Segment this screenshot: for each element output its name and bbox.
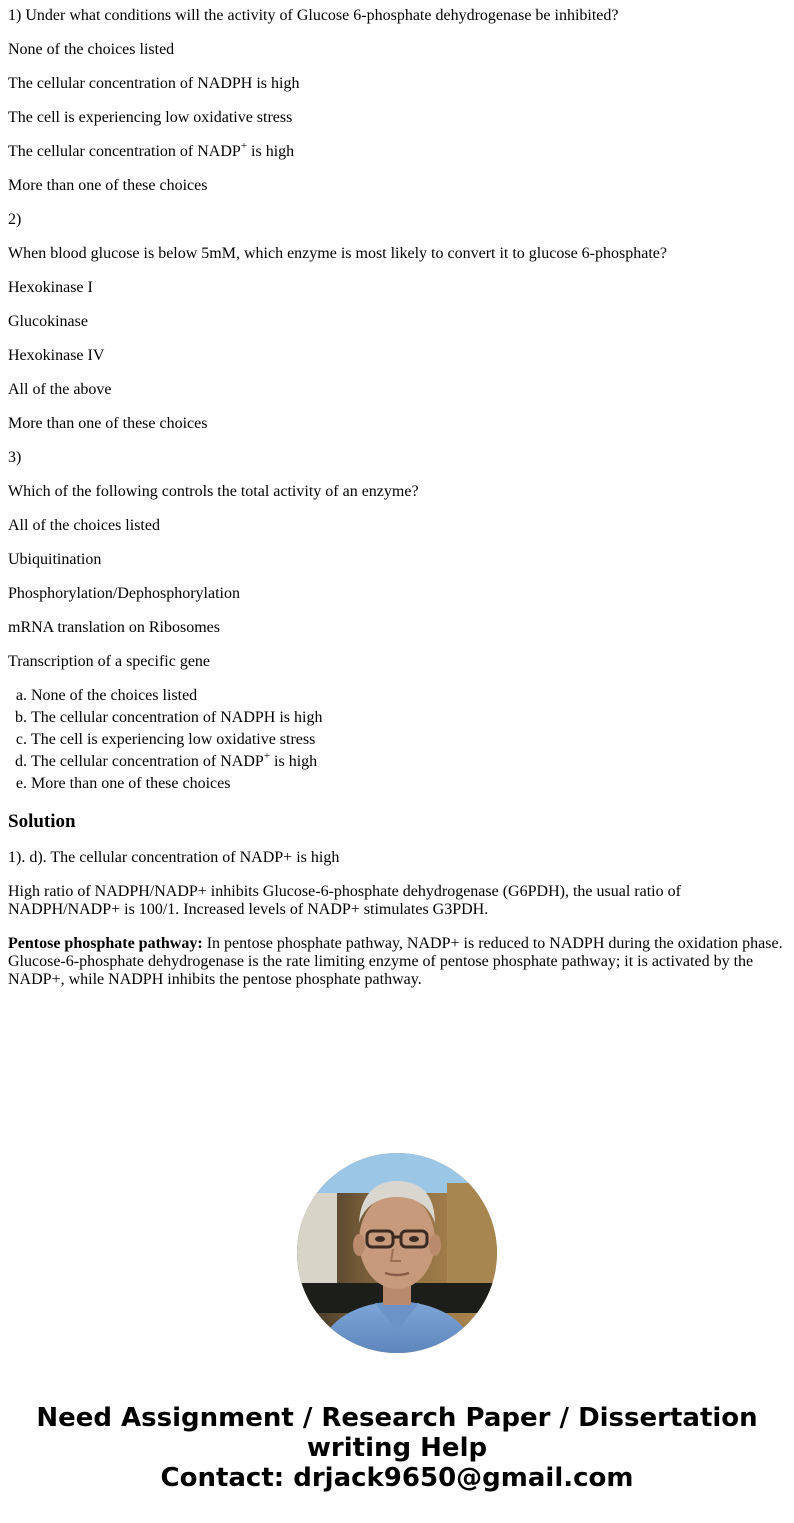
q1-option-b: The cellular concentration of NADPH is high [8, 75, 300, 92]
q2-question: When blood glucose is below 5mM, which enzyme is most likely to convert it to glucose 6-phosphate? [8, 245, 667, 262]
q2-option-c: Hexokinase IV [8, 347, 105, 364]
solution-paragraph-2 [8, 935, 786, 989]
promo-contact: Contact: drjack9650@gmail.com [160, 1463, 634, 1493]
list-item-d [31, 749, 786, 771]
list-item-b: b. The cellular concentration of NADPH is high [31, 709, 786, 727]
q1-option-c: The cell is experiencing low oxidative stress [8, 109, 293, 126]
list-item-d-suffix: is high [270, 753, 318, 770]
solution-answer: 1). d). The cellular concentration of NADP+ is high [8, 849, 340, 866]
promo-banner [0, 1403, 794, 1493]
author-avatar [297, 1153, 497, 1353]
q2-option-d: All of the above [8, 381, 112, 398]
q3-option-c: Phosphorylation/Dephosphorylation [8, 585, 240, 602]
q3-option-e: Transcription of a specific gene [8, 653, 211, 670]
list-item-c: c. The cell is experiencing low oxidative stress [31, 731, 786, 749]
q1-option-d-suffix: is high [247, 143, 295, 160]
q2-number: 2) [8, 211, 22, 228]
list-item-d-text: The cellular concentration of NADP [31, 753, 264, 770]
solution-paragraph-1: High ratio of NADPH/NADP+ inhibits Glucose-6-phosphate dehydrogenase (G6PDH), the usual ratio of NADPH/NADP+ is 100/1. Increased levels of NADP+ stimulates G3PDH. [8, 883, 681, 918]
q3-number: 3) [8, 449, 22, 466]
list-item-e: e. More than one of these choices [31, 775, 786, 793]
author-portrait-image [297, 1153, 497, 1353]
q1-question: 1) Under what conditions will the activity of Glucose 6-phosphate dehydrogenase be inhibited? [8, 7, 619, 24]
q2-option-b: Glucokinase [8, 313, 88, 330]
document-content [8, 7, 786, 1005]
q1-option-d-text: The cellular concentration of NADP [8, 143, 241, 160]
q3-option-a: All of the choices listed [8, 517, 160, 534]
q3-option-d: mRNA translation on Ribosomes [8, 619, 220, 636]
q1-option-a: None of the choices listed [8, 41, 175, 58]
q2-option-e: More than one of these choices [8, 415, 208, 432]
solution-paragraph-2-text: In pentose phosphate pathway, NADP+ is reduced to NADPH during the oxidation phase. Glucose-6-phosphate dehydrogenase is the rate limiting enzyme of pentose phosphate pathway; it is activated by the NADP+, while NADPH inhibits the pentose phosphate pathway. [8, 935, 787, 988]
q1-option-d [8, 139, 786, 161]
list-item-a: a. None of the choices listed [31, 687, 786, 705]
q1-option-d-superscript: + [240, 139, 248, 152]
promo-line-1: Need Assignment / Research Paper / Dissertation [36, 1403, 758, 1433]
list-item-d-superscript: + [263, 749, 271, 762]
q3-question: Which of the following controls the total activity of an enzyme? [8, 483, 419, 500]
q2-option-a: Hexokinase I [8, 279, 93, 296]
q1-option-e: More than one of these choices [8, 177, 208, 194]
promo-line-2: writing Help [306, 1433, 488, 1463]
answer-options-list [8, 687, 786, 793]
solution-paragraph-2-label: Pentose phosphate pathway: [8, 935, 203, 952]
solution-heading: Solution [8, 811, 76, 832]
q3-option-b: Ubiquitination [8, 551, 102, 568]
